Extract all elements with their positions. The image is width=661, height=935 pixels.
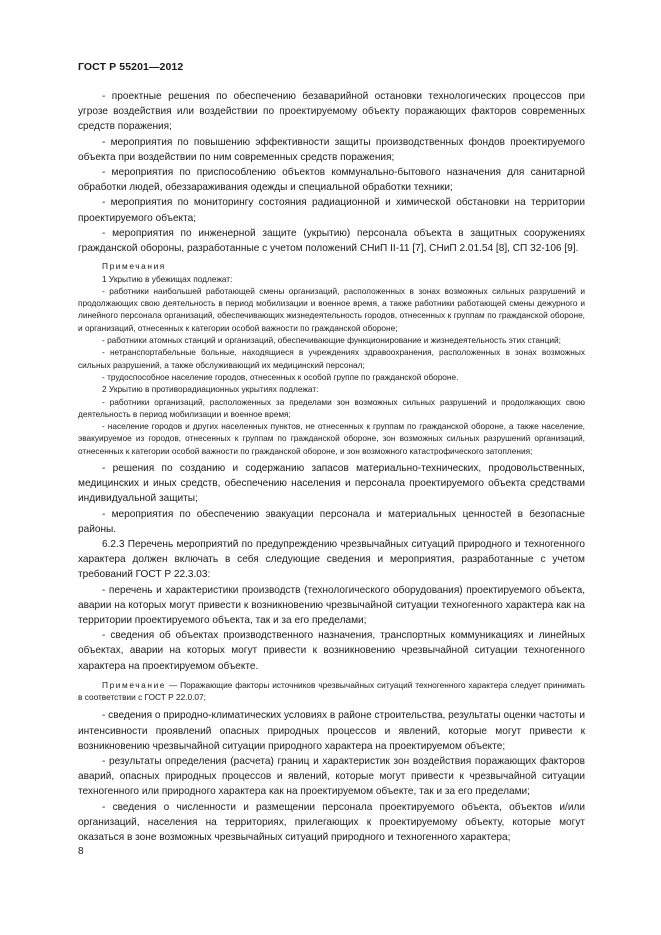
- inline-note-text: — Поражающие факторы источников чрезвычайных ситуаций техногенного характера следует принимать в соответствии с ГОСТ Р 22.0.07;: [78, 679, 585, 703]
- note-item: 1 Укрытию в убежищах подлежат:: [102, 273, 233, 284]
- note-item: 2 Укрытию в противорадиационных укрытиях подлежат:: [102, 384, 319, 395]
- document-header: ГОСТ Р 55201—2012: [78, 61, 184, 73]
- page-number: 8: [78, 846, 84, 857]
- paragraph: - сведения о природно-климатических условиях в районе строительства, результаты оценки частоты и интенсивности проявлений опасных природных процессов и явлений, которые могут привести к возникновению чрезвычайной ситуации природного характера на проектируемом объекте;: [78, 710, 585, 752]
- notes-title: Примечания: [102, 261, 166, 272]
- note-item: - нетранспортабельные больные, находящиеся в учреждениях здравоохранения, расположенных в зонах возможных сильных разрушений, а также обслуживающий их медицинский персонал;: [78, 347, 585, 370]
- notes-block: [78, 260, 585, 457]
- note-item: - население городов и других населенных пунктов, не отнесенных к группам по гражданской обороне, а также население, эвакуируемое из городов, отнесенных к группам по гражданской обороне, зон возможных сильных разрушений организаций, отнесенных к категории особой важности по гражданской обороне, и зон возможного катастрофического затопления;: [78, 421, 585, 456]
- paragraph: - перечень и характеристики производств (технологического оборудования) проектируемого объекта, аварии на которых могут привести к возникновению чрезвычайной ситуации техногенного характера как на территории проектируемого объекта, так и за его пределами;: [78, 584, 585, 627]
- note-item: - работники организаций, расположенных за пределами зон возможных сильных разрушений и продолжающих свою деятельность в период мобилизации и военное время;: [78, 396, 585, 419]
- note-item: - работники атомных станций и организаций, обеспечивающие функционирование и жизнедеятельность этих станций;: [102, 335, 561, 346]
- inline-note: [78, 679, 585, 704]
- paragraph: - мероприятия по обеспечению эвакуации персонала и материальных ценностей в безопасные районы.: [78, 508, 585, 535]
- paragraph: - мероприятия по приспособлению объектов коммунально-бытового назначения для санитарной обработки людей, обеззараживания одежды и специальной обработки техники;: [78, 167, 585, 194]
- paragraph: - сведения о численности и размещении персонала проектируемого объекта, объектов и/или организаций, населения на территориях, прилегающих к проектируемому объекту, которые могут оказаться в зоне возможных чрезвычайных ситуаций природного и техногенного характера;: [78, 801, 585, 844]
- paragraph: - мероприятия по повышению эффективности защиты производственных фондов проектируемого объекта при воздействии по ним современных средств поражения;: [78, 136, 585, 163]
- paragraph: - результаты определения (расчета) границ и характеристик зон воздействия поражающих факторов аварий, опасных природных процессов и явлений, которые могут привести к чрезвычайной ситуации техногенного или природного характера как на проектируемом объекте, так и за его пределами;: [78, 756, 585, 798]
- paragraph: - решения по созданию и содержанию запасов материально-технических, продовольственных, медицинских и иных средств, обеспечению населения и персонала проектируемого объекта средствами индивидуальной защиты;: [78, 462, 585, 505]
- inline-note-label: Примечание: [102, 679, 167, 690]
- paragraph: - сведения об объектах производственного назначения, транспортных коммуникациях и линейных объектах, аварии на которых могут привести к возникновению чрезвычайной ситуации техногенного характера на проектируемом объекте.: [78, 630, 585, 672]
- page-content: [78, 89, 585, 845]
- paragraph: - мероприятия по мониторингу состояния радиационной и химической обстановки на территории проектируемого объекта;: [78, 197, 585, 224]
- paragraph: - проектные решения по обеспечению безаварийной остановки технологических процессов при угрозе воздействия или воздействии по проектируемому объекту поражающих факторов современных средств поражения;: [78, 91, 585, 133]
- paragraph: - мероприятия по инженерной защите (укрытию) персонала объекта в защитных сооружениях гражданской обороны, разработанные с учетом положений СНиП II-11 [7], СНиП 2.01.54 [8], СП 32-106 [9].: [78, 227, 585, 255]
- note-item: - работники наибольшей работающей смены организаций, расположенных в зонах возможных сильных разрушений и продолжающих свою деятельность в период мобилизации и военное время, а также работники работающей смены дежурного и линейного персонала организаций, обеспечивающих жизнедеятельность городов, отнесенных к группам по гражданской обороне, и организаций, отнесенных к категории особой важности по гражданской обороне;: [78, 285, 585, 333]
- section-paragraph: 6.2.3 Перечень мероприятий по предупреждению чрезвычайных ситуаций природного и техногенного характера должен включать в себя следующие сведения и мероприятия, разработанные с учетом требований ГОСТ Р 22.3.03:: [78, 539, 585, 581]
- note-item: - трудоспособное население городов, отнесенных к особой группе по гражданской обороне.: [102, 371, 459, 382]
